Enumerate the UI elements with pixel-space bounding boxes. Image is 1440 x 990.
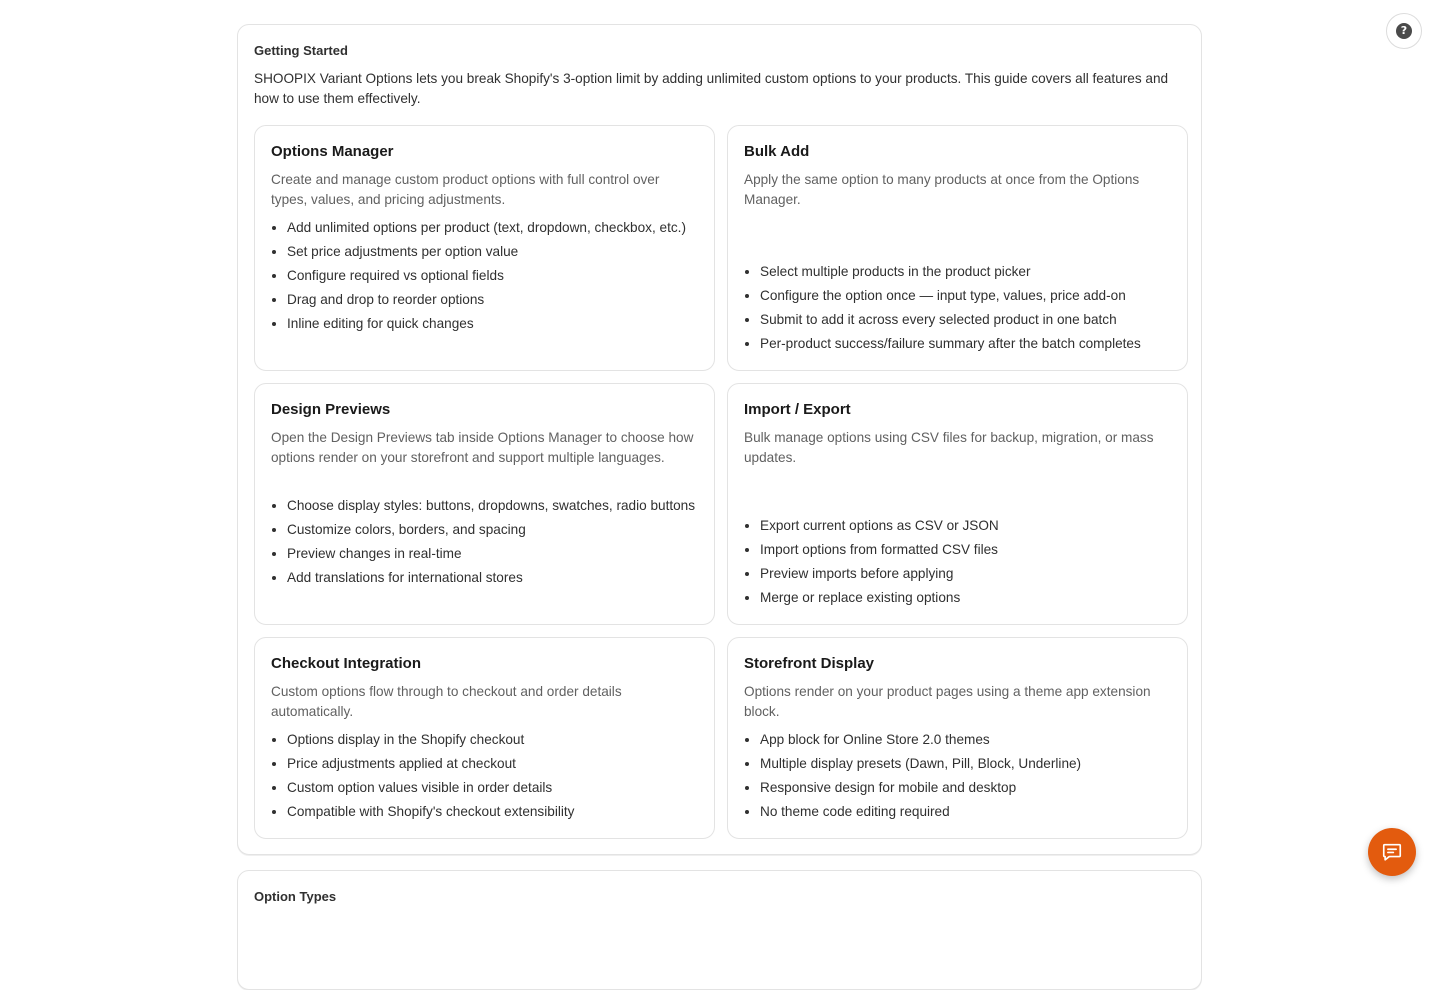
feature-list-item: • Preview imports before applying — [760, 564, 1169, 584]
card-description: Apply the same option to many products at once from the Options Manager. — [744, 172, 1140, 207]
card-description: Bulk manage options using CSV files for backup, migration, or mass updates. — [744, 430, 1154, 465]
feature-list-item: • Multiple display presets (Dawn, Pill, Block, Underline) — [760, 754, 1169, 774]
feature-list-item: • Custom option values visible in order details — [287, 778, 696, 798]
chat-button[interactable] — [1368, 828, 1416, 876]
feature-list — [744, 262, 1169, 358]
feature-card-checkout-integration — [254, 637, 715, 839]
section-heading: Getting Started — [254, 43, 348, 58]
card-title: Storefront Display — [744, 655, 875, 672]
feature-card-storefront-display — [727, 637, 1188, 839]
feature-list-item: • Price adjustments applied at checkout — [287, 754, 696, 774]
section-heading: Option Types — [254, 889, 337, 904]
feature-card-design-previews — [254, 383, 715, 625]
feature-list-item: • Configure required vs optional fields — [287, 266, 696, 286]
card-description: Open the Design Previews tab inside Options Manager to choose how options render on your storefront and support multiple languages. — [271, 430, 694, 465]
feature-list-item: • Customize colors, borders, and spacing — [287, 520, 696, 540]
card-description: Options render on your product pages using a theme app extension block. — [744, 684, 1151, 719]
feature-list-item: • Compatible with Shopify's checkout extensibility — [287, 802, 696, 822]
feature-list-item: • App block for Online Store 2.0 themes — [760, 730, 1169, 750]
feature-list-item: • Options display in the Shopify checkout — [287, 730, 696, 750]
feature-list — [744, 730, 1169, 826]
feature-list — [271, 218, 696, 338]
feature-list-item: • No theme code editing required — [760, 802, 1169, 822]
feature-list — [744, 516, 1169, 612]
card-description: Custom options flow through to checkout and order details automatically. — [271, 684, 622, 719]
feature-list-item: • Choose display styles: buttons, dropdowns, swatches, radio buttons — [287, 496, 696, 516]
feature-list-item: • Drag and drop to reorder options — [287, 290, 696, 310]
feature-list-item: • Set price adjustments per option value — [287, 242, 696, 262]
card-title: Options Manager — [271, 143, 394, 160]
feature-list — [271, 730, 696, 826]
feature-list-item: • Add translations for international stores — [287, 568, 696, 588]
card-title: Design Previews — [271, 401, 391, 418]
getting-started-section — [237, 24, 1202, 855]
card-title: Bulk Add — [744, 143, 810, 160]
feature-list — [271, 496, 696, 592]
feature-list-item: • Responsive design for mobile and desktop — [760, 778, 1169, 798]
feature-card-options-manager — [254, 125, 715, 371]
option-types-section — [237, 870, 1202, 990]
section-intro: SHOOPIX Variant Options lets you break Shopify's 3-option limit by adding unlimited custom options to your products. This guide covers all features and how to use them effectively. — [254, 71, 1169, 106]
feature-list-item: • Add unlimited options per product (text, dropdown, checkbox, etc.) — [287, 218, 696, 238]
feature-list-item: • Import options from formatted CSV files — [760, 540, 1169, 560]
feature-list-item: • Configure the option once — input type, values, price add-on — [760, 286, 1169, 306]
card-title: Import / Export — [744, 401, 851, 418]
feature-list-item: • Preview changes in real-time — [287, 544, 696, 564]
feature-card-bulk-add — [727, 125, 1188, 371]
help-button[interactable] — [1386, 13, 1422, 49]
feature-list-item: • Submit to add it across every selected product in one batch — [760, 310, 1169, 330]
card-description: Create and manage custom product options with full control over types, values, and pricing adjustments. — [271, 172, 660, 207]
feature-list-item: • Merge or replace existing options — [760, 588, 1169, 608]
question-circle-icon: ? — [1396, 23, 1412, 39]
feature-list-item: • Per-product success/failure summary after the batch completes — [760, 334, 1169, 354]
card-title: Checkout Integration — [271, 655, 422, 672]
feature-list-item: • Export current options as CSV or JSON — [760, 516, 1169, 536]
feature-list-item: • Inline editing for quick changes — [287, 314, 696, 334]
chat-bubble-icon — [1381, 841, 1403, 863]
feature-list-item: • Select multiple products in the product picker — [760, 262, 1169, 282]
feature-card-import-export — [727, 383, 1188, 625]
